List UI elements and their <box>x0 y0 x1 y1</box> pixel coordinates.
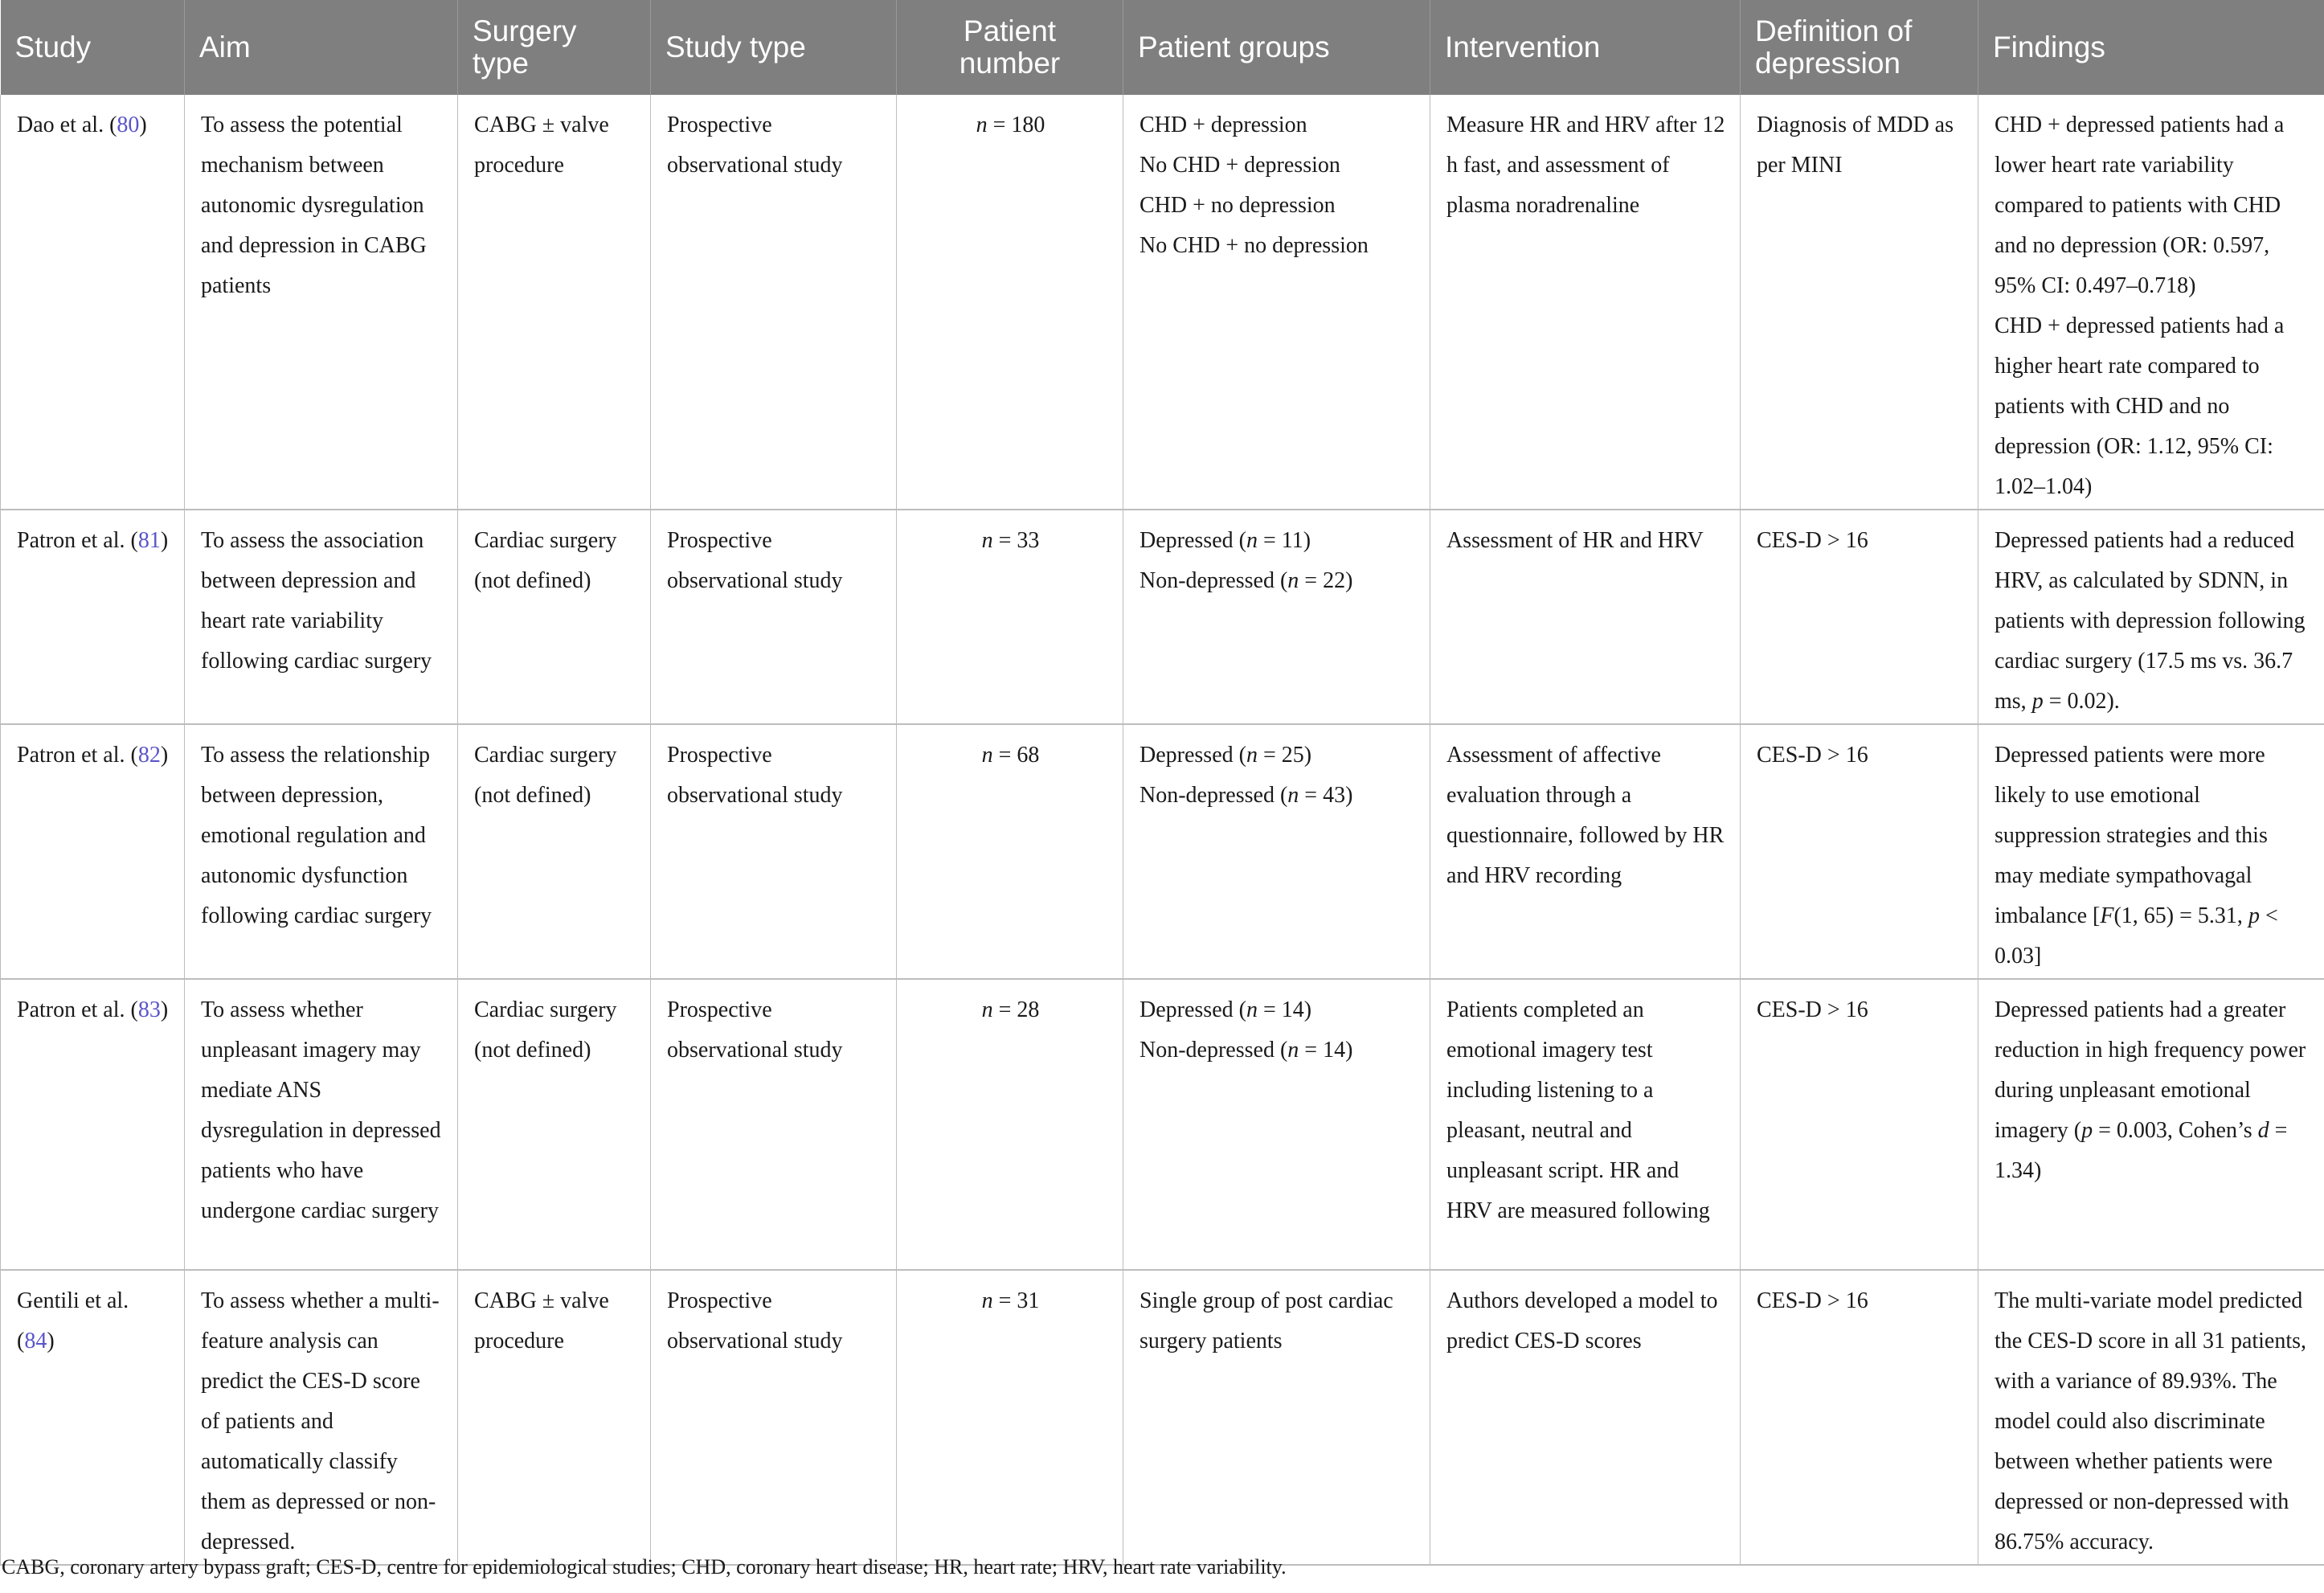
cell-definition: CES-D > 16 <box>1741 510 1978 724</box>
patient-group: Depressed (n = 25) <box>1139 743 1312 768</box>
header-findings: Findings <box>1978 0 2324 95</box>
cell-patient-groups: Single group of post cardiac surgery patients <box>1123 1270 1430 1565</box>
cell-study-type: Prospective observational study <box>651 979 897 1270</box>
cell-study: Patron et al. (82) <box>1 724 185 979</box>
table-footnote: CABG, coronary artery bypass graft; CES-D, centre for epidemiological studies; CHD, coronary heart disease; HR, heart rate; HRV, heart rate variability. <box>2 1555 1287 1579</box>
table-row <box>1 1270 2324 1565</box>
patient-group: Non-depressed (n = 43) <box>1139 783 1353 808</box>
cell-findings: Depressed patients were more likely to use emotional suppression strategies and this may mediate sympathovagal imbalance [F(1, 65) = 5.31, p < 0.03] <box>1978 724 2324 979</box>
cell-study: Dao et al. (80) <box>1 95 185 510</box>
patient-group: Non-depressed (n = 14) <box>1139 1038 1353 1063</box>
cell-patient-number: n = 180 <box>897 95 1123 510</box>
table-row <box>1 95 2324 510</box>
patient-group: CHD + no depression <box>1139 193 1336 218</box>
cell-intervention: Assessment of HR and HRV <box>1430 510 1741 724</box>
header-patient-groups: Patient groups <box>1123 0 1430 95</box>
cell-aim: To assess whether unpleasant imagery may mediate ANS dysregulation in depressed patients who have undergone cardiac surgery <box>185 979 458 1270</box>
cell-findings: Depressed patients had a greater reduction in high frequency power during unpleasant emotional imagery (p = 0.003, Cohen’s d = 1.34) <box>1978 979 2324 1270</box>
cell-patient-number: n = 31 <box>897 1270 1123 1565</box>
header-intervention: Intervention <box>1430 0 1741 95</box>
cell-findings <box>1978 95 2324 510</box>
cell-study-type: Prospective observational study <box>651 1270 897 1565</box>
cell-definition: CES-D > 16 <box>1741 979 1978 1270</box>
cell-patient-groups <box>1123 724 1430 979</box>
reference-link[interactable]: 84 <box>24 1329 47 1353</box>
cell-intervention: Assessment of affective evaluation through a questionnaire, followed by HR and HRV recording <box>1430 724 1741 979</box>
cell-definition: CES-D > 16 <box>1741 1270 1978 1565</box>
cell-definition: CES-D > 16 <box>1741 724 1978 979</box>
cell-surgery-type: Cardiac surgery (not defined) <box>458 724 651 979</box>
cell-study: Patron et al. (83) <box>1 979 185 1270</box>
cell-study-type: Prospective observational study <box>651 724 897 979</box>
cell-patient-number: n = 33 <box>897 510 1123 724</box>
cell-surgery-type: Cardiac surgery (not defined) <box>458 979 651 1270</box>
reference-link[interactable]: 81 <box>137 528 161 553</box>
table-row <box>1 510 2324 724</box>
cell-intervention: Patients completed an emotional imagery test including listening to a pleasant, neutral and unpleasant script. HR and HRV are measured following <box>1430 979 1741 1270</box>
header-aim: Aim <box>185 0 458 95</box>
reference-link[interactable]: 83 <box>137 997 161 1022</box>
cell-patient-groups <box>1123 510 1430 724</box>
header-definition-of-depression: Definition of depression <box>1741 0 1978 95</box>
header-patient-number: Patient number <box>897 0 1123 95</box>
patient-group: No CHD + depression <box>1139 153 1340 178</box>
cell-aim: To assess whether a multi-feature analysis can predict the CES-D score of patients and automatically classify them as depressed or non-depressed. <box>185 1270 458 1565</box>
table-header <box>1 0 2324 95</box>
cell-surgery-type: Cardiac surgery (not defined) <box>458 510 651 724</box>
reference-link[interactable]: 80 <box>117 113 140 137</box>
cell-aim: To assess the association between depression and heart rate variability following cardiac surgery <box>185 510 458 724</box>
header-surgery-type: Surgery type <box>458 0 651 95</box>
finding: CHD + depressed patients had a lower heart rate variability compared to patients with CHD and no depression (OR: 0.597, 95% CI: 0.497–0.718) <box>1995 113 2285 298</box>
table-row <box>1 979 2324 1270</box>
patient-group: CHD + depression <box>1139 113 1307 137</box>
cell-study-type: Prospective observational study <box>651 95 897 510</box>
patient-group: No CHD + no depression <box>1139 233 1369 258</box>
cell-patient-number: n = 28 <box>897 979 1123 1270</box>
header-row <box>1 0 2324 95</box>
finding: CHD + depressed patients had a higher heart rate compared to patients with CHD and no depression (OR: 1.12, 95% CI: 1.02–1.04) <box>1995 313 2285 499</box>
table-row <box>1 724 2324 979</box>
table-body <box>1 95 2324 1565</box>
patient-group: Depressed (n = 14) <box>1139 997 1312 1022</box>
reference-link[interactable]: 82 <box>137 743 161 768</box>
cell-findings: Depressed patients had a reduced HRV, as calculated by SDNN, in patients with depression following cardiac surgery (17.5 ms vs. 36.7 ms, p = 0.02). <box>1978 510 2324 724</box>
cell-study-type: Prospective observational study <box>651 510 897 724</box>
cell-aim: To assess the potential mechanism between autonomic dysregulation and depression in CABG patients <box>185 95 458 510</box>
cell-patient-groups <box>1123 979 1430 1270</box>
cell-study: Patron et al. (81) <box>1 510 185 724</box>
cell-intervention: Authors developed a model to predict CES-D scores <box>1430 1270 1741 1565</box>
cell-definition: Diagnosis of MDD as per MINI <box>1741 95 1978 510</box>
cell-surgery-type: CABG ± valve procedure <box>458 95 651 510</box>
cell-aim: To assess the relationship between depression, emotional regulation and autonomic dysfunction following cardiac surgery <box>185 724 458 979</box>
cell-findings: The multi-variate model predicted the CES-D score in all 31 patients, with a variance of 89.93%. The model could also discriminate between whether patients were depressed or non-depressed with 86.75% accuracy. <box>1978 1270 2324 1565</box>
header-study: Study <box>1 0 185 95</box>
patient-group: Depressed (n = 11) <box>1139 528 1311 553</box>
cell-study: Gentili et al. (84) <box>1 1270 185 1565</box>
cell-patient-groups <box>1123 95 1430 510</box>
cell-surgery-type: CABG ± valve procedure <box>458 1270 651 1565</box>
cell-intervention: Measure HR and HRV after 12 h fast, and assessment of plasma noradrenaline <box>1430 95 1741 510</box>
cell-patient-number: n = 68 <box>897 724 1123 979</box>
header-study-type: Study type <box>651 0 897 95</box>
patient-group: Non-depressed (n = 22) <box>1139 568 1353 593</box>
